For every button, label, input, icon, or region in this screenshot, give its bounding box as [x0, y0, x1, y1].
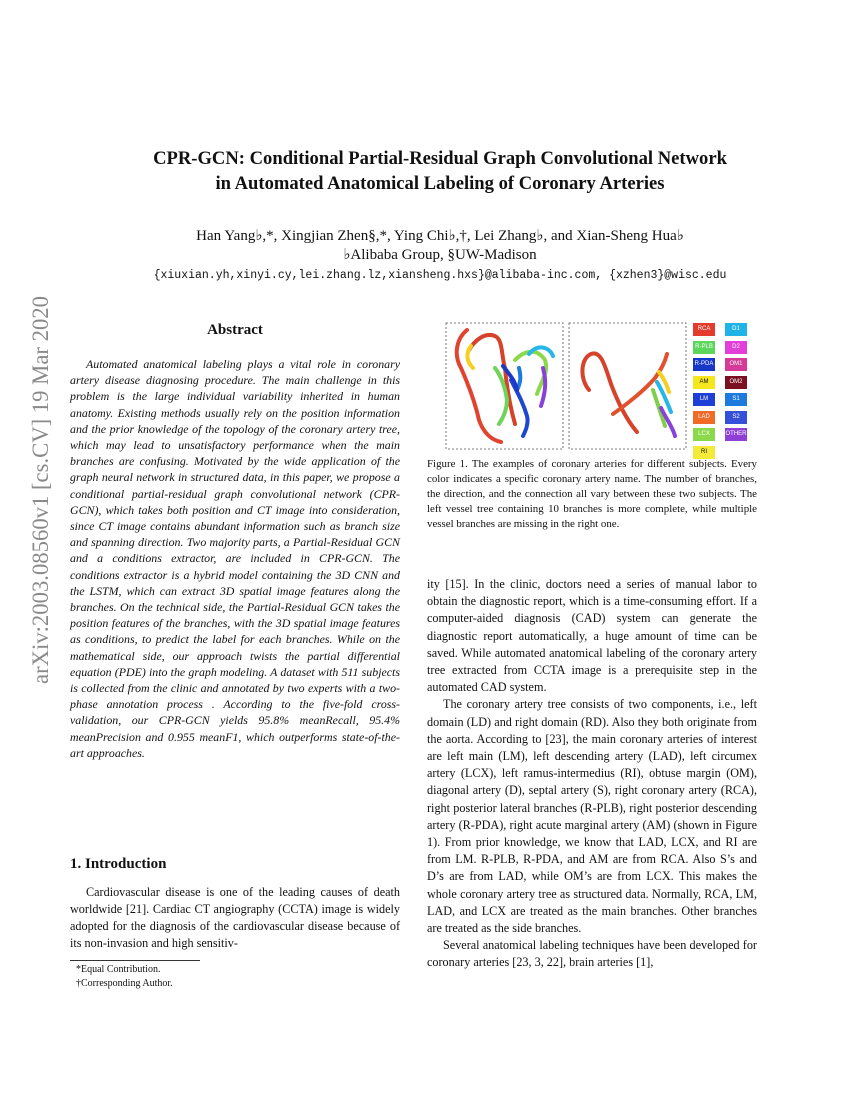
intro-body	[70, 884, 400, 952]
legend-item-r-pda: R-PDA	[693, 358, 715, 371]
paper-title	[80, 146, 800, 196]
footnote-rule	[70, 960, 200, 961]
vessel-rca-left	[457, 330, 501, 442]
legend-item-r-plb: R-PLB	[693, 341, 715, 354]
figure-1	[445, 320, 775, 455]
legend-item-am: AM	[693, 376, 715, 389]
figure-1-caption: Figure 1. The examples of coronary arteries for different subjects. Every color indicates a specific coronary artery name. The number of branches, the direction, and the connection all vary between these two subjects. The left vessel tree containing 10 branches is more complete, while multiple vessel branches are missing in the right one.	[427, 458, 757, 531]
footnotes	[76, 963, 396, 991]
left-vessel-tree	[457, 330, 553, 442]
legend-item-s1: S1	[725, 393, 747, 406]
abstract-text: Automated anatomical labeling plays a vital role in coronary artery disease diagnosing procedure. The main challenge in this problem is the large individual variability inherited in human anatomy. Existing methods usually rely on the position information and the prior knowledge of the topology of the coronary artery tree, which may lead to unsatisfactory performance when the main branches are confusing. Motivated by the wide application of the graph neural network in structured data, in this paper, we propose a conditional partial-residual graph convolutional network (CPR-GCN), which takes both position and CT image into consideration, since CT image contains abundant information such as branch size and spanning direction. Two majority parts, a Partial-Residual GCN and a conditions extractor, are included in CPR-GCN. The conditions extractor is a hybrid model containing the 3D CNN and the LSTM, which can extract 3D spatial image features along the branches. On the technical side, the Partial-Residual GCN takes the position features of the branches, with the 3D spatial image features as conditions, to predict the label for each branches. While on the mathematical side, our approach twists the partial differential equation (PDE) into the graph modeling. A dataset with 511 subjects is collected from the clinic and annotated by two experts with a two-phase annotation process . According to the five-fold cross-validation, our CPR-GCN yields 95.8% meanRecall, 95.4% meanPrecision and 0.955 meanF1, which outperforms state-of-the-art approaches.	[70, 357, 400, 760]
labeling-techniques-paragraph: Several anatomical labeling techniques have been developed for coronary arteries [23, 3, 22], brain arteries [1],	[427, 938, 757, 970]
legend-item-s2: S2	[725, 411, 747, 424]
legend-item-om2: OM2	[725, 376, 747, 389]
legend-item-lcx: LCX	[693, 428, 715, 441]
legend-item-lad: LAD	[693, 411, 715, 424]
legend-item-rca: RCA	[693, 323, 715, 336]
coronary-tree-paragraph: The coronary artery tree consists of two components, i.e., left domain (LD) and right domain (RD). Also they both originate from the aorta. According to [23], the main coronary arteries of interest are left main (LM), left descending artery (LAD), left circumex artery (LCX), left ramus-intermedius (RI), obtuse margin (OM), diagonal artery (D), septal artery (S), right coronary artery (RCA), right posterior lateral branches (R-PLB), right posterior descending artery (R-PDA), right acute marginal artery (AM) (shown in Figure 1). From prior knowledge, we know that LAD, LCX, and RI are from LM. R-PLB, R-PDA, and AM are from RCA. Also S’s and D’s are from LAD, while OM’s are from LCX. This makes the whole coronary artery tree as structured data. Normally, RCA, LM, LAD, and LCX are treated as the main branches. Other branches are treated as the side branches.	[427, 697, 757, 936]
footnote-corresponding: †Corresponding Author.	[76, 978, 173, 989]
author-emails: {xiuxian.yh,xinyi.cy,lei.zhang.lz,xiansheng.hxs}@alibaba-inc.com, {xzhen3}@wisc.edu	[153, 269, 727, 282]
legend-item-d1: D1	[725, 323, 747, 336]
abstract-heading: Abstract	[207, 322, 263, 338]
author-list: Han Yang♭,*, Xingjian Zhen§,*, Ying Chi♭,†, Lei Zhang♭, and Xian-Sheng Hua♭	[196, 228, 684, 244]
footnote-equal: *Equal Contribution.	[76, 964, 161, 975]
affiliations: ♭Alibaba Group, §UW-Madison	[343, 247, 537, 263]
intro-continued: ity [15]. In the clinic, doctors need a series of manual labor to obtain the diagnostic report, which is a time-consuming effort. If a computer-aided diagnosis (CAD) system can generate the diagnostic report automatically, a huge amount of time can be saved. While automated anatomical labeling of the coronary artery tree extracted from CCTA image is a prerequisite step in the automated CAD system.	[427, 577, 757, 695]
intro-text: Cardiovascular disease is one of the leading causes of death worldwide [21]. Cardiac CT angiography (CCTA) image is widely adopted for the diagnosis of the cardiovascular disease because of its non-invasion and high sensitiv-	[70, 885, 400, 950]
legend-item-om1: OM1	[725, 358, 747, 371]
title-line-1: CPR-GCN: Conditional Partial-Residual Graph Convolutional Network	[153, 148, 727, 169]
right-column-body	[427, 576, 757, 972]
arxiv-stamp	[4, 290, 60, 690]
legend-item-other: OTHER	[725, 428, 747, 441]
legend-item-ri: RI	[693, 446, 715, 459]
vessel-rca-right	[582, 353, 637, 432]
intro-heading: 1. Introduction	[70, 856, 167, 872]
legend-item-d2: D2	[725, 341, 747, 354]
title-line-2: in Automated Anatomical Labeling of Coronary Arteries	[215, 173, 665, 194]
vessel-am-left	[467, 346, 473, 368]
abstract-body	[70, 356, 400, 761]
right-vessel-tree	[582, 353, 675, 436]
arxiv-stamp-text: arXiv:2003.08560v1 [cs.CV] 19 Mar 2020	[28, 290, 53, 684]
legend-item-lm: LM	[693, 393, 715, 406]
